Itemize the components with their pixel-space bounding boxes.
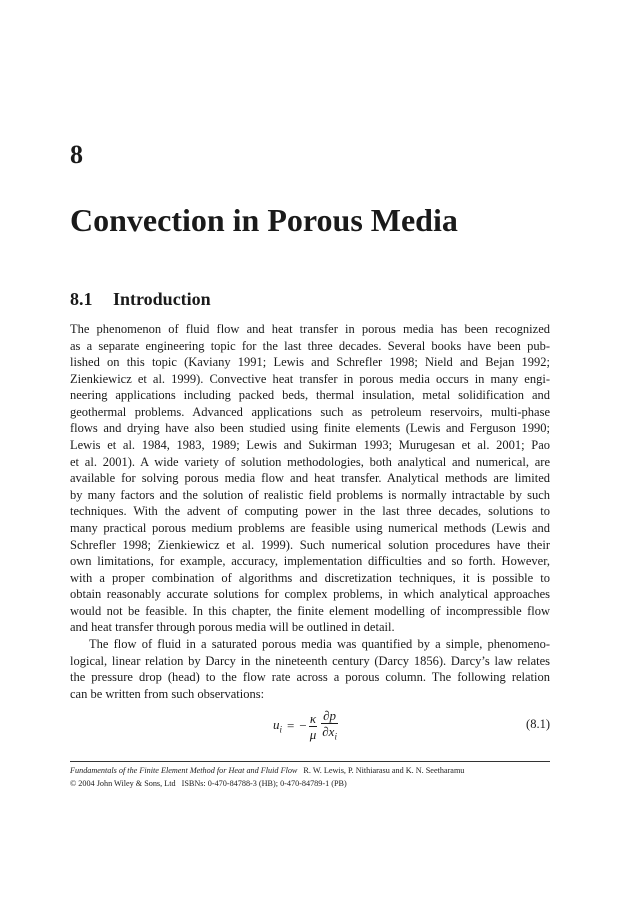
text-line: The flow of fluid in a saturated porous media was quantified by a simple, phenomeno- <box>89 636 550 651</box>
text-line: available for solving porous media flow and heat transfer. Analytical methods are limited <box>70 471 550 486</box>
fraction-kappa-mu: $\frac{\kappa}{\mu}$ <box>309 710 317 742</box>
section-heading <box>70 288 211 310</box>
fraction-dp-dx: $\frac{\partial p}{\partial x_i}$ <box>321 708 338 745</box>
text-line: logical, linear relation by Darcy in the nineteenth century (Darcy 1856). Darcy’s law relates <box>70 653 550 668</box>
text-line: the pressure drop (head) to the flow rate across a porous column. The following relation <box>70 670 550 685</box>
text-line: with a proper combination of algorithms and discretization techniques, it is possible to <box>70 570 550 585</box>
text-line: obtain reasonably accurate solutions for complex problems, in which analytical approaches <box>70 587 550 602</box>
text-line: Zienkiewicz et al. 1999). Convective heat transfer in porous media occurs in many engi- <box>70 371 550 386</box>
footer <box>70 764 550 790</box>
chapter-title: Convection in Porous Media <box>70 202 458 238</box>
book-authors: R. W. Lewis, P. Nithiarasu and K. N. Seetharamu <box>303 766 465 775</box>
text-line: The phenomenon of fluid flow and heat transfer in porous media has been recognized <box>70 322 550 336</box>
text-line: neering applications including packed beds, thermal insulation, metal solidification and <box>70 388 550 403</box>
text-line: own limitations, for example, accuracy, implementation difficulties and so forth. However, <box>70 554 550 569</box>
chapter-number: 8 <box>70 140 83 169</box>
section-title: Introduction <box>113 289 211 309</box>
text-line: as a separate engineering topic for the last three decades. Several books have been pub- <box>70 338 550 353</box>
text-line: would not be feasible. In this chapter, the finite element modelling of incompressible flow <box>70 603 550 618</box>
equation-lhs: $u_i$ <box>273 717 283 735</box>
text-line: many practical porous medium problems are feasible using numerical methods (Lewis and <box>70 520 550 535</box>
footer-line-2 <box>70 777 550 790</box>
body-text <box>70 321 550 702</box>
text-line: flows and drying have also been studied using finite elements (Lewis and Ferguson 1990; <box>70 421 550 436</box>
text-line: et al. 2001). A wide variety of solution methodologies, both analytical and numerical, are <box>70 454 550 469</box>
copyright: © 2004 John Wiley & Sons, Ltd <box>70 779 176 788</box>
book-title: Fundamentals of the Finite Element Method for Heat and Fluid Flow <box>70 766 298 775</box>
text-line: can be written from such observations: <box>70 686 265 701</box>
text-line: techniques. With the advent of computing power in the last three decades, solutions to <box>70 504 550 519</box>
footer-rule <box>70 761 550 762</box>
equation-number: (8.1) <box>526 717 550 731</box>
text-line: by many factors and the solution of realistic field problems is normally intractable by such <box>70 487 550 502</box>
minus-sign: − <box>299 718 307 733</box>
section-number: 8.1 <box>70 289 93 309</box>
text-line: Schrefler 1998; Zienkiewicz et al. 1999). Such numerical solution procedures have their <box>70 537 550 552</box>
footer-line-1 <box>70 764 550 777</box>
text-line: Lewis et al. 1984, 1983, 1989; Lewis and Sukirman 1993; Murugesan et al. 2001; Pao <box>70 438 550 453</box>
text-line: lished on this topic (Kaviany 1991; Lewis and Schrefler 1998; Nield and Bejan 1992; <box>70 355 550 370</box>
text-line: and heat transfer through porous media will be outlined in detail. <box>70 620 395 635</box>
equals-sign: = <box>287 718 295 733</box>
isbns: ISBNs: 0-470-84788-3 (HB); 0-470-84789-1 (PB) <box>181 779 347 788</box>
equation-formula <box>273 708 340 744</box>
equation <box>70 706 550 746</box>
text-line: geothermal problems. Advanced applications such as petroleum reservoirs, multi-phase <box>70 404 550 419</box>
